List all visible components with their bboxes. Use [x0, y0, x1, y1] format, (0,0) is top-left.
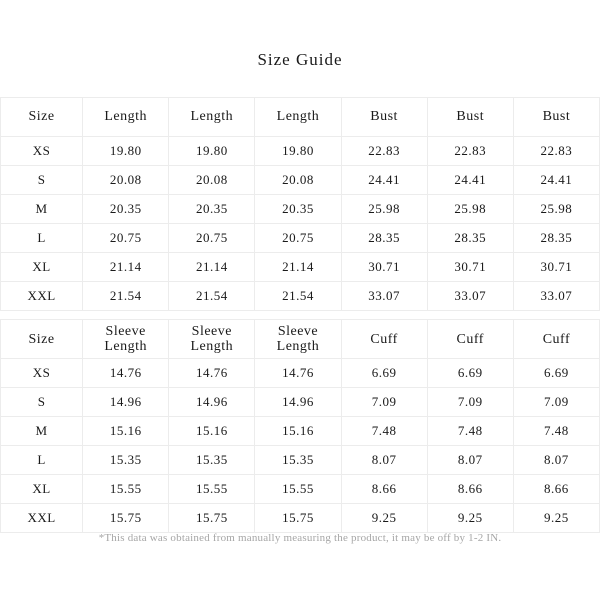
- measurement-cell: 20.75: [83, 224, 169, 253]
- measurement-cell: 8.07: [427, 446, 513, 475]
- measurement-cell: 19.80: [83, 137, 169, 166]
- column-header: Size: [1, 98, 83, 137]
- measurement-cell: 21.54: [169, 282, 255, 311]
- measurement-cell: 20.08: [83, 166, 169, 195]
- measurement-cell: 20.35: [83, 195, 169, 224]
- table-row: [1, 195, 600, 224]
- measurement-cell: 21.54: [255, 282, 341, 311]
- sleeve-cuff-table: [0, 319, 600, 533]
- table-row: [1, 417, 600, 446]
- measurement-cell: 15.75: [83, 504, 169, 533]
- measurement-cell: 8.07: [513, 446, 599, 475]
- table-row: [1, 446, 600, 475]
- measurement-cell: 15.35: [83, 446, 169, 475]
- column-header: Size: [1, 320, 83, 359]
- measurement-cell: 7.09: [427, 388, 513, 417]
- table-row: [1, 475, 600, 504]
- measurement-cell: 14.76: [169, 359, 255, 388]
- measurement-cell: 6.69: [341, 359, 427, 388]
- measurement-cell: 20.35: [169, 195, 255, 224]
- page-title: Size Guide: [257, 50, 343, 69]
- measurement-cell: 19.80: [169, 137, 255, 166]
- table-row: [1, 388, 600, 417]
- size-label: XS: [1, 137, 83, 166]
- measurement-cell: 24.41: [341, 166, 427, 195]
- measurement-cell: 30.71: [513, 253, 599, 282]
- column-header: Bust: [341, 98, 427, 137]
- measurement-cell: 22.83: [427, 137, 513, 166]
- measurement-cell: 20.75: [255, 224, 341, 253]
- size-label: S: [1, 166, 83, 195]
- column-header: Cuff: [341, 320, 427, 359]
- measurement-cell: 7.48: [513, 417, 599, 446]
- column-header: Length: [83, 98, 169, 137]
- measurement-cell: 15.16: [255, 417, 341, 446]
- column-header: Length: [169, 98, 255, 137]
- measurement-cell: 21.54: [83, 282, 169, 311]
- measurement-cell: 28.35: [427, 224, 513, 253]
- measurement-cell: 21.14: [169, 253, 255, 282]
- measurement-cell: 20.08: [169, 166, 255, 195]
- measurement-cell: 9.25: [513, 504, 599, 533]
- table-row: [1, 224, 600, 253]
- table-header-row: [1, 320, 600, 359]
- measurement-cell: 9.25: [341, 504, 427, 533]
- measurement-cell: 14.76: [83, 359, 169, 388]
- measurement-cell: 30.71: [427, 253, 513, 282]
- measurement-cell: 14.96: [255, 388, 341, 417]
- measurement-cell: 25.98: [341, 195, 427, 224]
- measurement-cell: 15.35: [255, 446, 341, 475]
- table-row: [1, 282, 600, 311]
- column-header: Sleeve Length: [169, 320, 255, 359]
- table-row: [1, 166, 600, 195]
- length-bust-table: [0, 97, 600, 311]
- measurement-cell: 15.35: [169, 446, 255, 475]
- measurement-cell: 20.08: [255, 166, 341, 195]
- measurement-cell: 20.35: [255, 195, 341, 224]
- measurement-cell: 15.55: [83, 475, 169, 504]
- measurement-cell: 9.25: [427, 504, 513, 533]
- measurement-cell: 19.80: [255, 137, 341, 166]
- measurement-cell: 8.07: [341, 446, 427, 475]
- table-row: [1, 359, 600, 388]
- size-label: S: [1, 388, 83, 417]
- size-label: XS: [1, 359, 83, 388]
- measurement-cell: 14.96: [169, 388, 255, 417]
- size-label: XXL: [1, 282, 83, 311]
- column-header: Cuff: [427, 320, 513, 359]
- measurement-cell: 33.07: [427, 282, 513, 311]
- column-header: Cuff: [513, 320, 599, 359]
- measurement-cell: 6.69: [513, 359, 599, 388]
- measurement-cell: 28.35: [341, 224, 427, 253]
- table-row: [1, 504, 600, 533]
- measurement-cell: 14.76: [255, 359, 341, 388]
- measurement-cell: 15.16: [83, 417, 169, 446]
- measurement-cell: 20.75: [169, 224, 255, 253]
- measurement-cell: 15.55: [169, 475, 255, 504]
- measurement-cell: 14.96: [83, 388, 169, 417]
- measurement-cell: 7.09: [341, 388, 427, 417]
- size-label: XL: [1, 475, 83, 504]
- size-label: M: [1, 417, 83, 446]
- measurement-cell: 22.83: [513, 137, 599, 166]
- measurement-cell: 33.07: [513, 282, 599, 311]
- measurement-footnote: *This data was obtained from manually measuring the product, it may be off by 1-2 IN.: [98, 532, 502, 544]
- measurement-cell: 8.66: [513, 475, 599, 504]
- size-label: XL: [1, 253, 83, 282]
- measurement-cell: 15.75: [169, 504, 255, 533]
- measurement-cell: 24.41: [513, 166, 599, 195]
- size-label: XXL: [1, 504, 83, 533]
- measurement-cell: 25.98: [427, 195, 513, 224]
- table-row: [1, 137, 600, 166]
- measurement-cell: 28.35: [513, 224, 599, 253]
- table-header-row: [1, 98, 600, 137]
- measurement-cell: 21.14: [255, 253, 341, 282]
- measurement-cell: 8.66: [341, 475, 427, 504]
- measurement-cell: 22.83: [341, 137, 427, 166]
- measurement-cell: 30.71: [341, 253, 427, 282]
- measurement-cell: 6.69: [427, 359, 513, 388]
- measurement-cell: 15.55: [255, 475, 341, 504]
- table-row: [1, 253, 600, 282]
- measurement-cell: 24.41: [427, 166, 513, 195]
- measurement-cell: 7.48: [341, 417, 427, 446]
- measurement-cell: 15.16: [169, 417, 255, 446]
- column-header: Sleeve Length: [83, 320, 169, 359]
- measurement-cell: 7.48: [427, 417, 513, 446]
- size-label: M: [1, 195, 83, 224]
- column-header: Bust: [513, 98, 599, 137]
- column-header: Bust: [427, 98, 513, 137]
- size-label: L: [1, 446, 83, 475]
- measurement-cell: 8.66: [427, 475, 513, 504]
- column-header: Length: [255, 98, 341, 137]
- measurement-cell: 33.07: [341, 282, 427, 311]
- column-header: Sleeve Length: [255, 320, 341, 359]
- measurement-cell: 7.09: [513, 388, 599, 417]
- measurement-cell: 21.14: [83, 253, 169, 282]
- measurement-cell: 25.98: [513, 195, 599, 224]
- measurement-cell: 15.75: [255, 504, 341, 533]
- size-label: L: [1, 224, 83, 253]
